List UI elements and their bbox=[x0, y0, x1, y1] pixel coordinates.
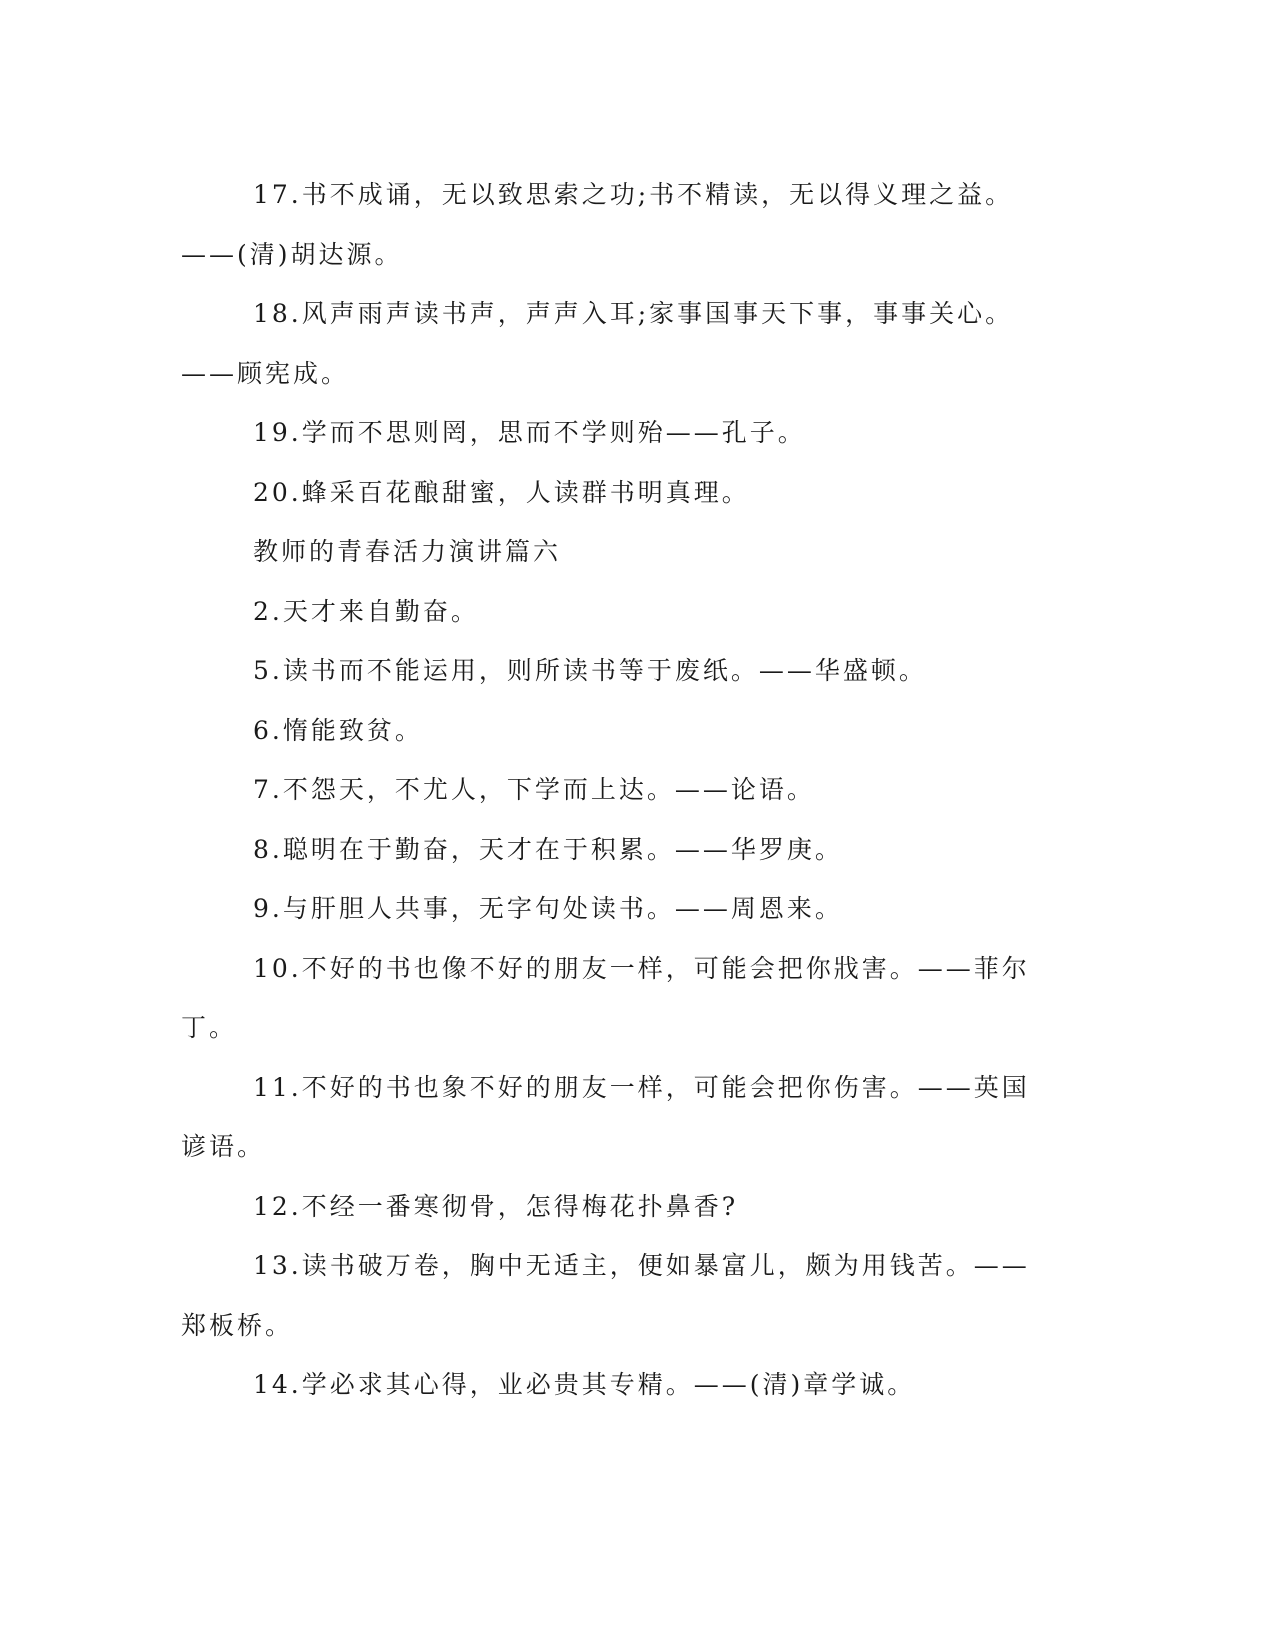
paragraph: 5.读书而不能运用，则所读书等于废纸。——华盛顿。 bbox=[253, 656, 927, 685]
paragraph: 10.不好的书也像不好的朋友一样，可能会把你戕害。——菲尔丁。 bbox=[181, 953, 1030, 1042]
paragraph: 14.学必求其心得，业必贵其专精。——(清)章学诚。 bbox=[253, 1370, 916, 1399]
paragraph: 2.天才来自勤奋。 bbox=[253, 596, 479, 626]
paragraph: 18.风声雨声读书声，声声入耳;家事国事天下事，事事关心。——顾宪成。 bbox=[181, 299, 1014, 388]
paragraph: 13.读书破万卷，胸中无适主，便如暴富儿，颇为用钱苦。——郑板桥。 bbox=[181, 1251, 1030, 1340]
paragraph: 19.学而不思则罔，思而不学则殆——孔子。 bbox=[253, 418, 806, 447]
paragraph: 11.不好的书也象不好的朋友一样，可能会把你伤害。——英国谚语。 bbox=[181, 1072, 1030, 1161]
paragraph: 8.聪明在于勤奋，天才在于积累。——华罗庚。 bbox=[253, 834, 843, 864]
paragraph: 17.书不成诵，无以致思索之功;书不精读，无以得义理之益。——(清)胡达源。 bbox=[181, 180, 1014, 269]
document-body bbox=[181, 165, 1037, 1415]
paragraph: 7.不怨天，不尤人，下学而上达。——论语。 bbox=[253, 775, 815, 804]
paragraph: 20.蜂采百花酿甜蜜，人读群书明真理。 bbox=[253, 477, 750, 507]
paragraph: 12.不经一番寒彻骨，怎得梅花扑鼻香? bbox=[253, 1191, 739, 1221]
section-heading: 教师的青春活力演讲篇六 bbox=[253, 537, 562, 566]
paragraph: 6.惰能致贫。 bbox=[253, 715, 423, 745]
paragraph: 9.与肝胆人共事，无字句处读书。——周恩来。 bbox=[253, 894, 843, 923]
